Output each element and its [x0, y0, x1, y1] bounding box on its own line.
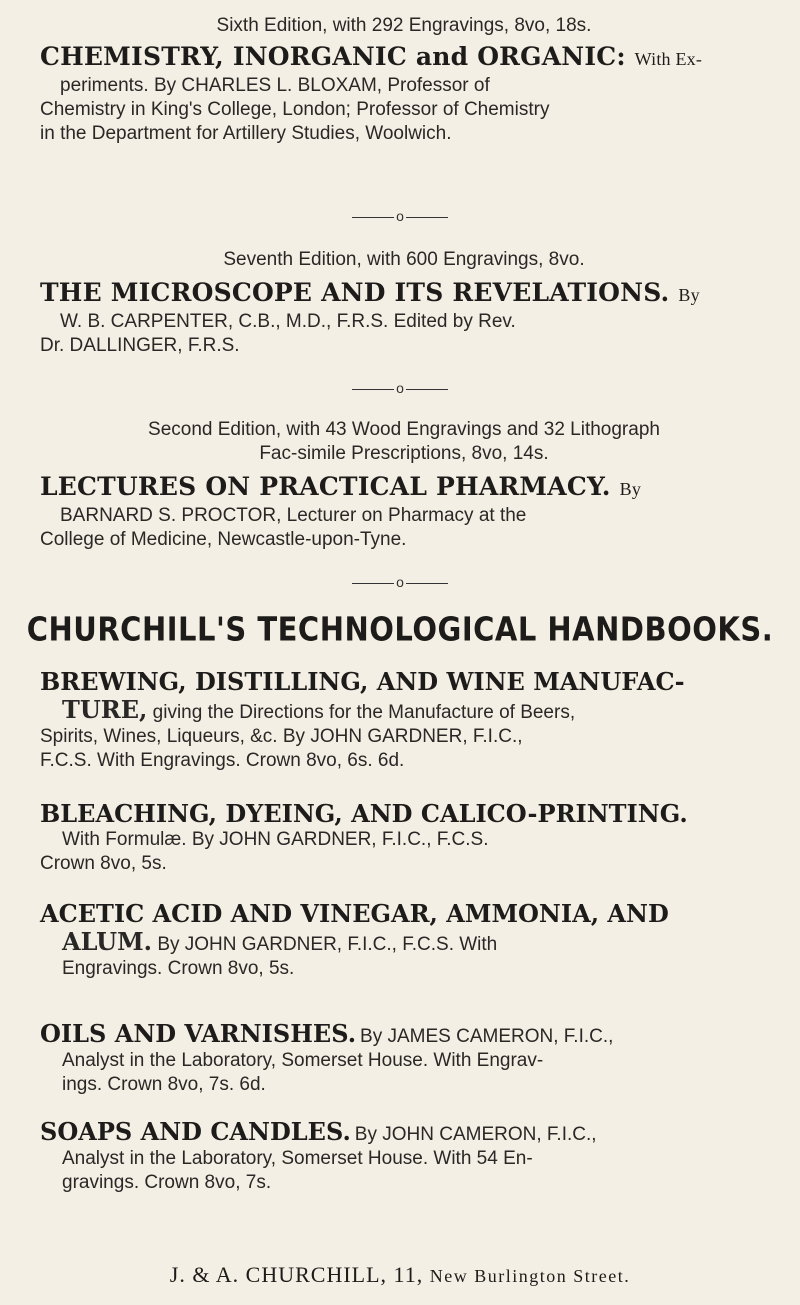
description-line: in the Department for Artillery Studies, Woolwich. — [40, 123, 452, 144]
description-line: W. B. CARPENTER, C.B., M.D., F.R.S. Edited by Rev. — [60, 311, 516, 332]
book-title-continued: TURE, — [62, 695, 148, 724]
book-title-tail: By — [619, 479, 642, 499]
book-description — [40, 828, 770, 876]
book-title-continued: ALUM. — [62, 927, 153, 956]
edition-line: Second Edition, with 43 Wood Engravings and 32 Lithograph — [148, 419, 660, 440]
description-line: periments. By CHARLES L. BLOXAM, Professor of — [60, 75, 490, 96]
description-line: Spirits, Wines, Liqueurs, &c. By JOHN GARDNER, F.I.C., — [40, 726, 523, 747]
book-title-text: CHEMISTRY, INORGANIC and ORGANIC: — [40, 42, 626, 71]
book-title-tail: With Ex- — [634, 49, 703, 69]
book-heading — [40, 1020, 770, 1049]
book-brewing — [40, 668, 770, 773]
book-description — [40, 74, 768, 146]
description-line: F.C.S. With Engravings. Crown 8vo, 6s. 6d. — [40, 750, 405, 771]
book-description — [40, 928, 770, 981]
book-author: By JAMES CAMERON, F.I.C., — [360, 1026, 614, 1047]
book-bleaching — [40, 800, 770, 876]
book-title-text: LECTURES ON PRACTICAL PHARMACY. — [40, 472, 611, 501]
book-title: BREWING, DISTILLING, AND WINE MANUFAC- — [40, 667, 685, 696]
edition-line-2: Fac-simile Prescriptions, 8vo, 14s. — [259, 443, 549, 464]
description-line: BARNARD S. PROCTOR, Lecturer on Pharmacy at the — [60, 505, 527, 526]
book-description — [40, 310, 768, 358]
chemistry-entry — [40, 14, 768, 146]
book-title — [40, 42, 768, 74]
book-description — [40, 504, 768, 552]
book-title — [40, 278, 768, 310]
section-divider: o — [0, 380, 800, 396]
book-author: By JOHN CAMERON, F.I.C., — [354, 1124, 597, 1145]
description-line: gravings. Crown 8vo, 7s. — [62, 1172, 272, 1193]
publisher-imprint — [0, 1262, 800, 1288]
book-title — [40, 472, 768, 504]
book-soaps-candles — [40, 1118, 770, 1195]
description-line: With Formulæ. By JOHN GARDNER, F.I.C., F.C.S. — [62, 829, 489, 850]
series-title: CHURCHILL'S TECHNOLOGICAL HANDBOOKS. — [26, 609, 774, 649]
publisher-street: New Burlington Street. — [429, 1266, 631, 1286]
section-divider: o — [0, 208, 800, 224]
description-line: By JOHN GARDNER, F.I.C., F.C.S. With — [157, 934, 498, 955]
description-line: Engravings. Crown 8vo, 5s. — [62, 958, 295, 979]
book-heading — [40, 1118, 770, 1147]
book-title: BLEACHING, DYEING, AND CALICO-PRINTING. — [40, 799, 688, 828]
description-line: College of Medicine, Newcastle-upon-Tyne. — [40, 529, 407, 550]
description-line: Dr. DALLINGER, F.R.S. — [40, 335, 240, 356]
book-title-tail: By — [678, 285, 700, 305]
book-title: OILS AND VARNISHES. — [40, 1019, 357, 1048]
pharmacy-entry — [40, 418, 768, 552]
description-line: ings. Crown 8vo, 7s. 6d. — [62, 1074, 266, 1095]
description-line: giving the Directions for the Manufacture of Beers, — [152, 702, 576, 723]
edition-line: Seventh Edition, with 600 Engravings, 8vo. — [223, 249, 585, 270]
description-line: Chemistry in King's College, London; Professor of Chemistry — [40, 99, 550, 120]
book-oils-varnishes — [40, 1020, 770, 1097]
book-title-text: THE MICROSCOPE AND ITS REVELATIONS. — [40, 278, 670, 307]
microscope-entry — [40, 248, 768, 358]
book-title: ACETIC ACID AND VINEGAR, AMMONIA, AND — [40, 899, 669, 928]
book-description — [40, 1147, 770, 1195]
book-acetic-acid — [40, 900, 770, 981]
book-title: SOAPS AND CANDLES. — [40, 1117, 351, 1146]
edition-line: Sixth Edition, with 292 Engravings, 8vo, 18s. — [216, 15, 592, 36]
section-divider: o — [0, 574, 800, 590]
description-line: Crown 8vo, 5s. — [40, 853, 167, 874]
book-description — [40, 696, 770, 773]
book-description — [40, 1049, 770, 1097]
description-line: Analyst in the Laboratory, Somerset House. With Engrav- — [62, 1050, 544, 1071]
description-line: Analyst in the Laboratory, Somerset House. With 54 En- — [62, 1148, 533, 1169]
publisher-name: J. & A. CHURCHILL, 11, — [169, 1262, 424, 1287]
